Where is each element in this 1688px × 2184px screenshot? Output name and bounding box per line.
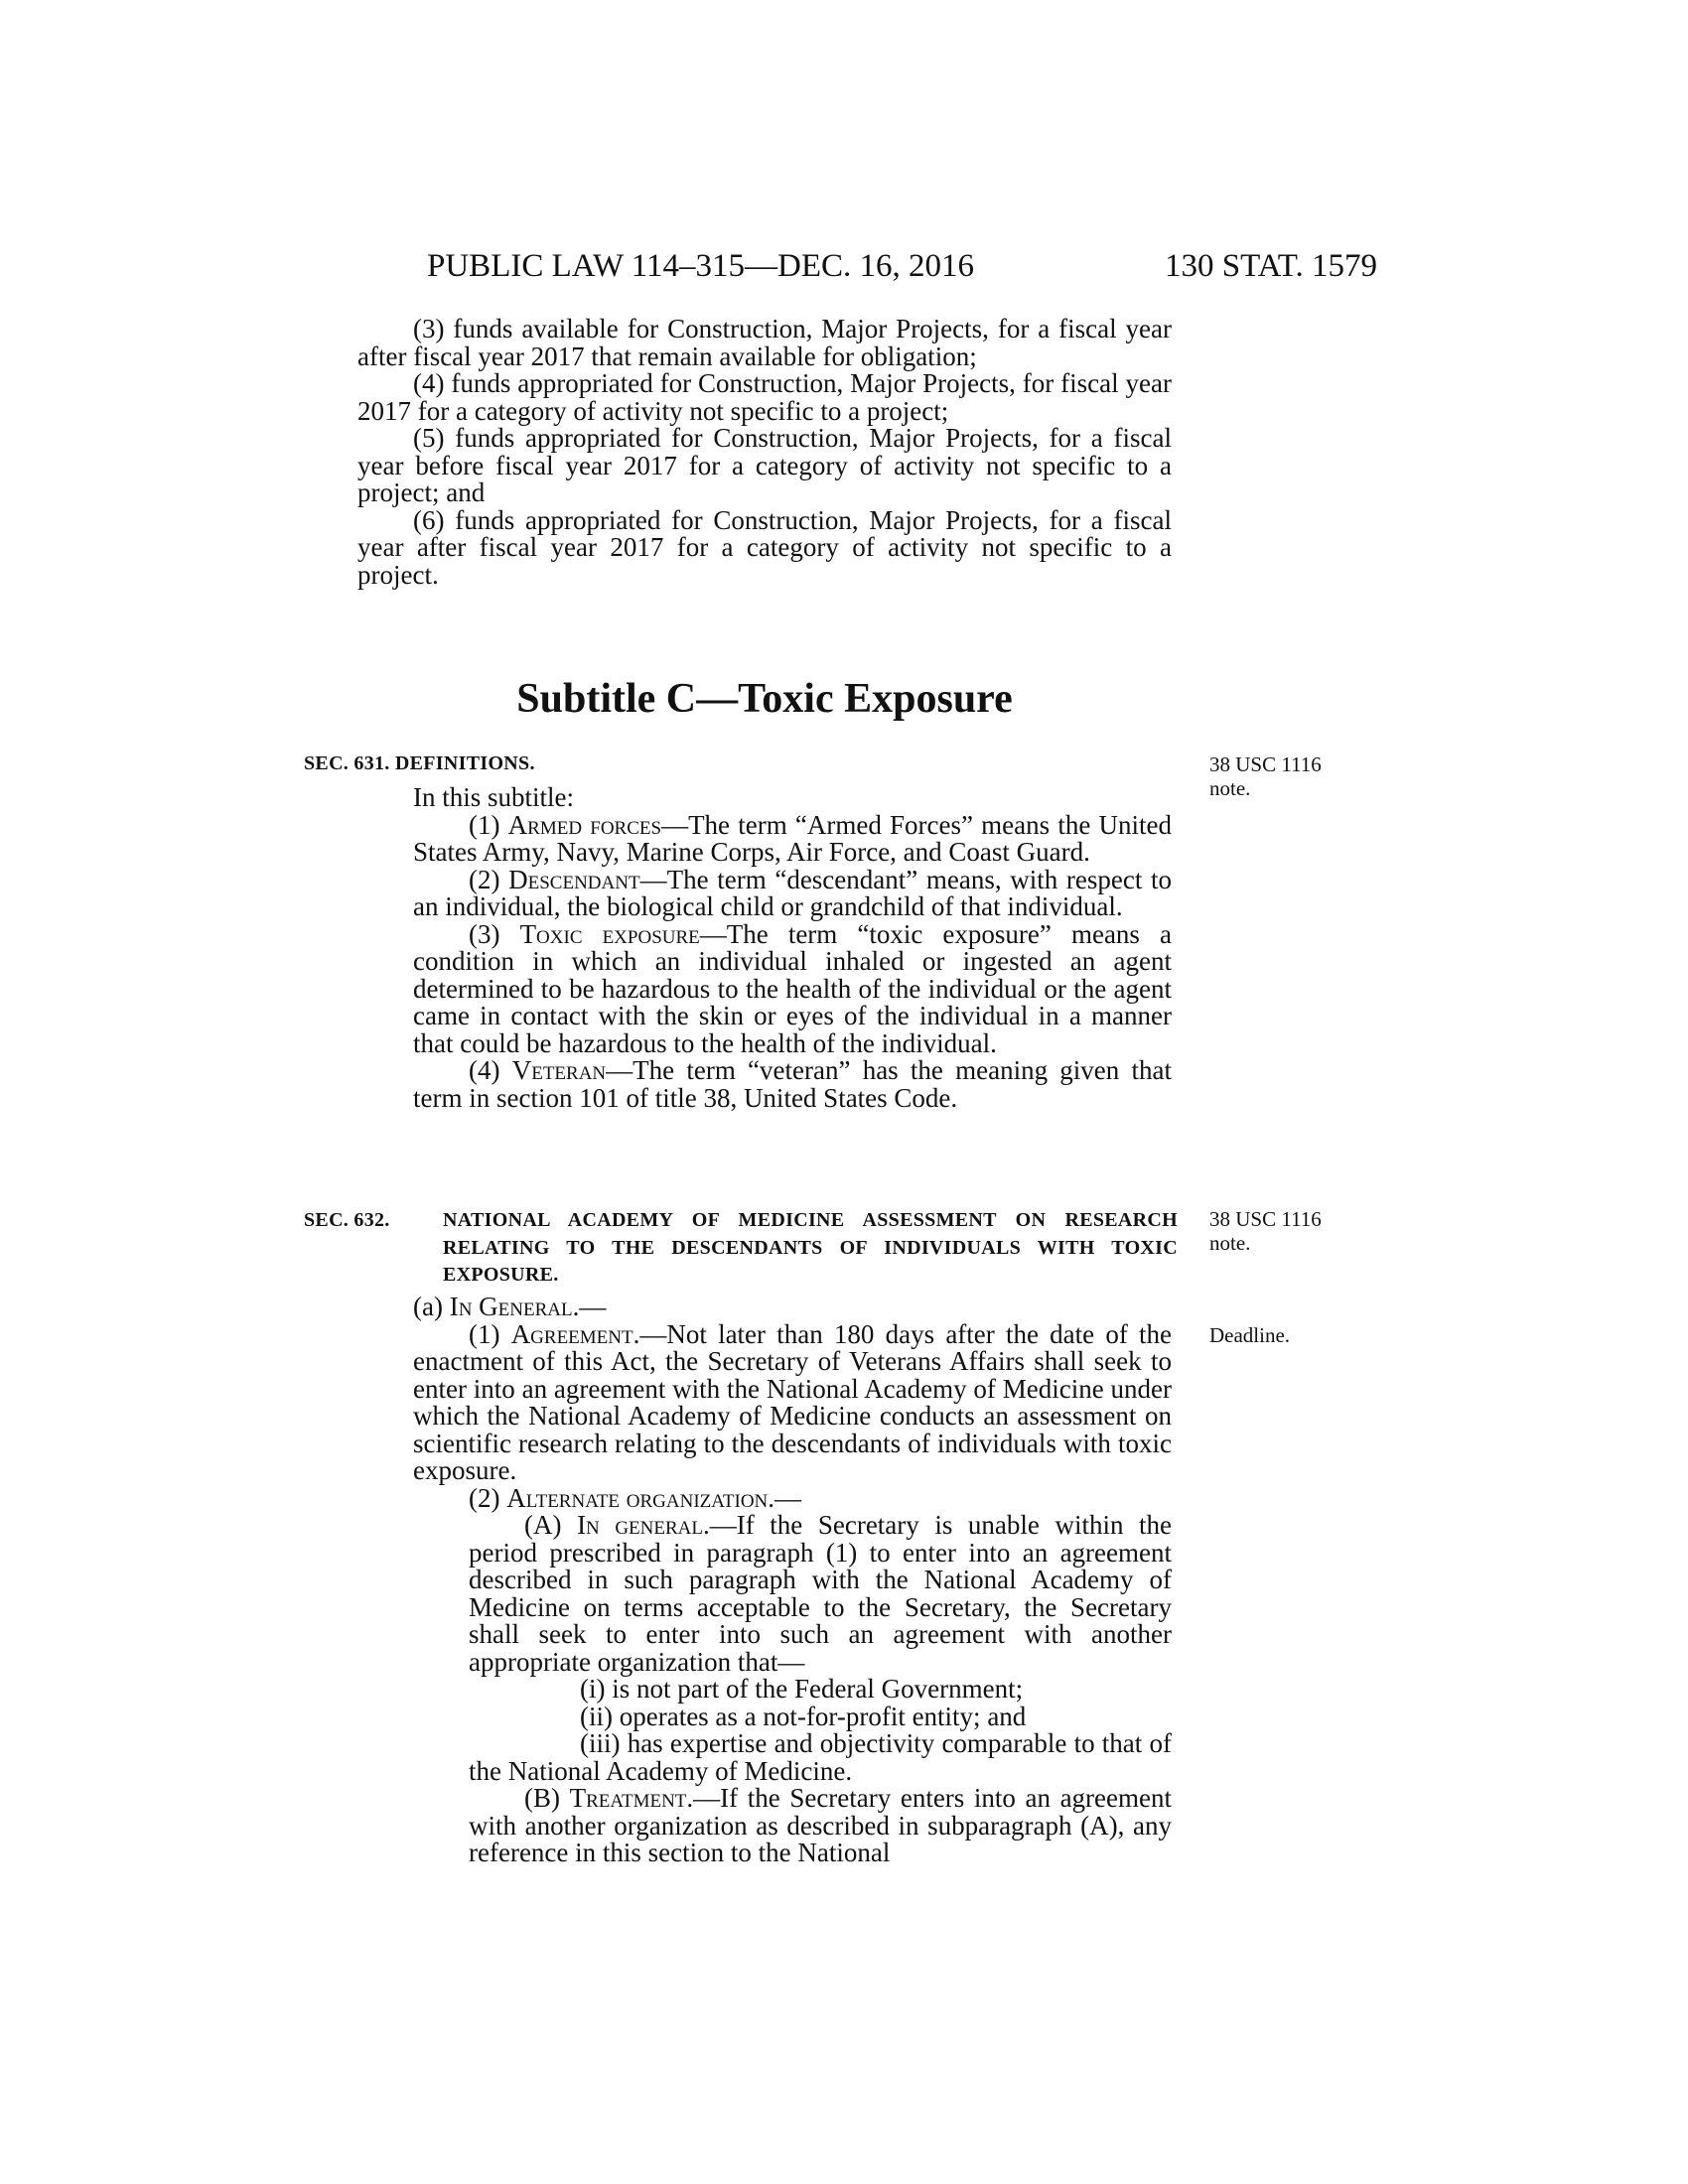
- list-item: (5) funds appropriated for Construction, Major Projects, for a fiscal year before fiscal year 2017 for a category of activity not specific to a project; and: [357, 423, 1172, 507]
- section-631-body: [357, 784, 1172, 1112]
- clause-i: (i) is not part of the Federal Government;: [580, 1674, 1024, 1704]
- definition-armed-forces: (1) Armed forces—The term “Armed Forces” means the United States Army, Navy, Marine Corps, Air Force, and Coast Guard.: [413, 809, 1173, 867]
- running-header-left: PUBLIC LAW 114–315—DEC. 16, 2016: [427, 248, 975, 284]
- page-number: 130 STAT. 1579: [1164, 248, 1377, 284]
- paragraph-1: (1) Agreement.—Not later than 180 days after the date of the enactment of this Act, the Secretary of Veterans Affairs shall seek to enter into an agreement with the National Academy of Medicine under which the National Academy of Medicine conducts an assessment on scientific research relating to the descendants of individuals with toxic exposure.: [413, 1318, 1172, 1485]
- section-632-body: [357, 1294, 1172, 1867]
- subparagraph-a: (A) In general.—If the Secretary is unable within the period prescribed in paragraph (1) to enter into an agreement described in such paragraph with the National Academy of Medicine on terms acceptable to the Secretary, the Secretary shall seek to enter into such an agreement with another appropriate organization that—: [469, 1510, 1173, 1677]
- margin-note-631: 38 USC 1116 note.: [1209, 752, 1322, 800]
- clause-ii: (ii) operates as a not-for-profit entity; and: [580, 1701, 1027, 1731]
- subtitle-heading: Subtitle C—Toxic Exposure: [516, 676, 1013, 722]
- list-item: (6) funds appropriated for Construction, Major Projects, for a fiscal year after fiscal year 2017 for a category of activity not specific to a project.: [357, 504, 1172, 590]
- section-632-title: NATIONAL ACADEMY OF MEDICINE ASSESSMENT ON RESEARCH RELATING TO THE DESCENDANTS OF INDIVIDUALS WITH TOXIC EXPOSURE.: [443, 1209, 1178, 1286]
- section-631-heading: SEC. 631. DEFINITIONS.: [304, 752, 535, 774]
- paragraph-2: (2) Alternate organization.—: [469, 1482, 802, 1513]
- subparagraph-b: (B) Treatment.—If the Secretary enters into an agreement with another organization as described in subparagraph (A), any reference in this section to the National: [469, 1783, 1172, 1867]
- continuation-list: [357, 316, 1172, 589]
- definition-veteran: (4) Veteran—The term “veteran” has the meaning given that term in section 101 of title 38, United States Code.: [413, 1055, 1173, 1113]
- subsection-a: (a) In General.—: [413, 1292, 607, 1321]
- list-item: (4) funds appropriated for Construction, Major Projects, for fiscal year 2017 for a category of activity not specific to a project;: [357, 368, 1172, 426]
- definition-toxic-exposure: (3) Toxic exposure—The term “toxic exposure” means a condition in which an individual inhaled or ingested an agent determined to be hazardous to the health of the individual or the agent came in contact with the skin or eyes of the individual in a manner that could be hazardous to the health of the individual.: [413, 918, 1172, 1058]
- margin-note-deadline: Deadline.: [1209, 1323, 1291, 1347]
- margin-note-632: 38 USC 1116 note.: [1209, 1207, 1322, 1255]
- section-632-heading: [304, 1207, 1178, 1290]
- intro-text: In this subtitle:: [413, 782, 574, 812]
- list-item: (3) funds available for Construction, Major Projects, for a fiscal year after fiscal year 2017 that remain available for obligation;: [357, 314, 1172, 371]
- clause-iii: (iii) has expertise and objectivity comparable to that of the National Academy of Medicine.: [469, 1728, 1172, 1786]
- definition-descendant: (2) Descendant—The term “descendant” means, with respect to an individual, the biological child or grandchild of that individual.: [413, 864, 1172, 921]
- section-632-label: SEC. 632.: [304, 1209, 390, 1231]
